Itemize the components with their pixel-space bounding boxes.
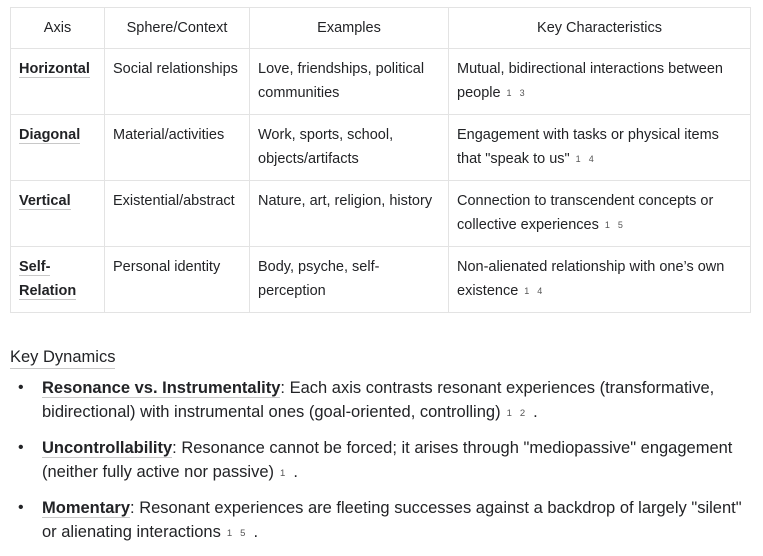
section-title[interactable]: Key Dynamics bbox=[10, 346, 115, 369]
list-item-end: . bbox=[253, 523, 259, 541]
sphere-cell: Personal identity bbox=[105, 247, 250, 313]
axis-cell bbox=[11, 181, 105, 247]
axis-name-horizontal[interactable]: Horizontal bbox=[19, 61, 90, 77]
table-header-row bbox=[11, 8, 751, 49]
list-item bbox=[0, 376, 750, 426]
header-key-characteristics: Key Characteristics bbox=[449, 8, 751, 49]
characteristics-cell bbox=[449, 115, 751, 181]
examples-cell: Love, friendships, political communities bbox=[250, 49, 449, 115]
axis-name-self-relation[interactable]: Self-Relation bbox=[19, 259, 77, 299]
axis-name-diagonal[interactable]: Diagonal bbox=[19, 127, 81, 143]
axis-cell bbox=[11, 49, 105, 115]
table-row bbox=[11, 247, 751, 313]
bullet-icon: • bbox=[18, 439, 24, 456]
citation-marker[interactable]: 3 bbox=[519, 88, 525, 98]
citation-marker[interactable]: 2 bbox=[519, 408, 526, 419]
list-item-term[interactable]: Momentary bbox=[42, 499, 131, 517]
header-sphere-context: Sphere/Context bbox=[105, 8, 250, 49]
list-item bbox=[0, 436, 750, 486]
characteristics-text: Non-alienated relationship with one’s own existence bbox=[457, 259, 725, 299]
citation-group[interactable] bbox=[507, 408, 534, 419]
table-row bbox=[11, 49, 751, 115]
citation-marker[interactable]: 1 bbox=[506, 408, 512, 419]
citation-group[interactable] bbox=[280, 468, 293, 479]
examples-cell: Work, sports, school, objects/artifacts bbox=[250, 115, 449, 181]
citation-marker[interactable]: 1 bbox=[575, 154, 581, 164]
characteristics-text: Mutual, bidirectional interactions between people bbox=[457, 61, 723, 101]
citation-marker[interactable]: 1 bbox=[280, 468, 286, 479]
key-dynamics-list bbox=[0, 376, 750, 556]
axes-table bbox=[10, 7, 751, 313]
citation-marker[interactable]: 5 bbox=[240, 528, 246, 539]
axes-table-container bbox=[10, 7, 750, 313]
header-axis: Axis bbox=[11, 8, 105, 49]
examples-cell: Nature, art, religion, history bbox=[250, 181, 449, 247]
citation-marker[interactable]: 1 bbox=[524, 286, 530, 296]
table-row bbox=[11, 181, 751, 247]
sphere-cell: Material/activities bbox=[105, 115, 250, 181]
sphere-cell: Existential/abstract bbox=[105, 181, 250, 247]
list-item-text: : Each axis contrasts resonant experiences (transformative, bidirectional) with instrumental ones (goal-oriented, controlling) bbox=[42, 379, 715, 421]
characteristics-text: Engagement with tasks or physical items that "speak to us" bbox=[457, 127, 719, 167]
citation-marker[interactable]: 1 bbox=[226, 528, 233, 539]
list-item-end: . bbox=[533, 403, 538, 421]
list-item-term[interactable]: Resonance vs. Instrumentality bbox=[42, 379, 281, 397]
citation-marker[interactable]: 4 bbox=[588, 154, 594, 164]
citation-marker[interactable]: 1 bbox=[506, 88, 512, 98]
list-item-text: : Resonance cannot be forced; it arises through "mediopassive" engagement (neither fully active nor passive) bbox=[42, 439, 733, 481]
citation-group[interactable] bbox=[524, 286, 550, 296]
characteristics-cell bbox=[449, 49, 751, 115]
examples-cell: Body, psyche, self-perception bbox=[250, 247, 449, 313]
citation-marker[interactable]: 1 bbox=[604, 220, 610, 230]
axis-cell bbox=[11, 247, 105, 313]
characteristics-cell bbox=[449, 247, 751, 313]
citation-group[interactable] bbox=[507, 88, 533, 98]
sphere-cell: Social relationships bbox=[105, 49, 250, 115]
characteristics-cell bbox=[449, 181, 751, 247]
axis-cell bbox=[11, 115, 105, 181]
list-item-term[interactable]: Uncontrollability bbox=[42, 439, 173, 457]
characteristics-text: Connection to transcendent concepts or collective experiences bbox=[457, 193, 714, 233]
header-examples: Examples bbox=[250, 8, 449, 49]
axis-name-vertical[interactable]: Vertical bbox=[19, 193, 71, 209]
citation-marker[interactable]: 4 bbox=[537, 286, 543, 296]
list-item-end: . bbox=[293, 463, 298, 481]
citation-group[interactable] bbox=[605, 220, 631, 230]
citation-marker[interactable]: 5 bbox=[617, 220, 623, 230]
list-item-text: : Resonant experiences are fleeting successes against a backdrop of largely "silent" or alienating interactions bbox=[42, 499, 742, 541]
citation-group[interactable] bbox=[227, 528, 254, 539]
citation-group[interactable] bbox=[576, 154, 602, 164]
bullet-icon: • bbox=[18, 499, 24, 516]
list-item bbox=[0, 496, 750, 546]
table-row bbox=[11, 115, 751, 181]
bullet-icon: • bbox=[18, 379, 24, 396]
